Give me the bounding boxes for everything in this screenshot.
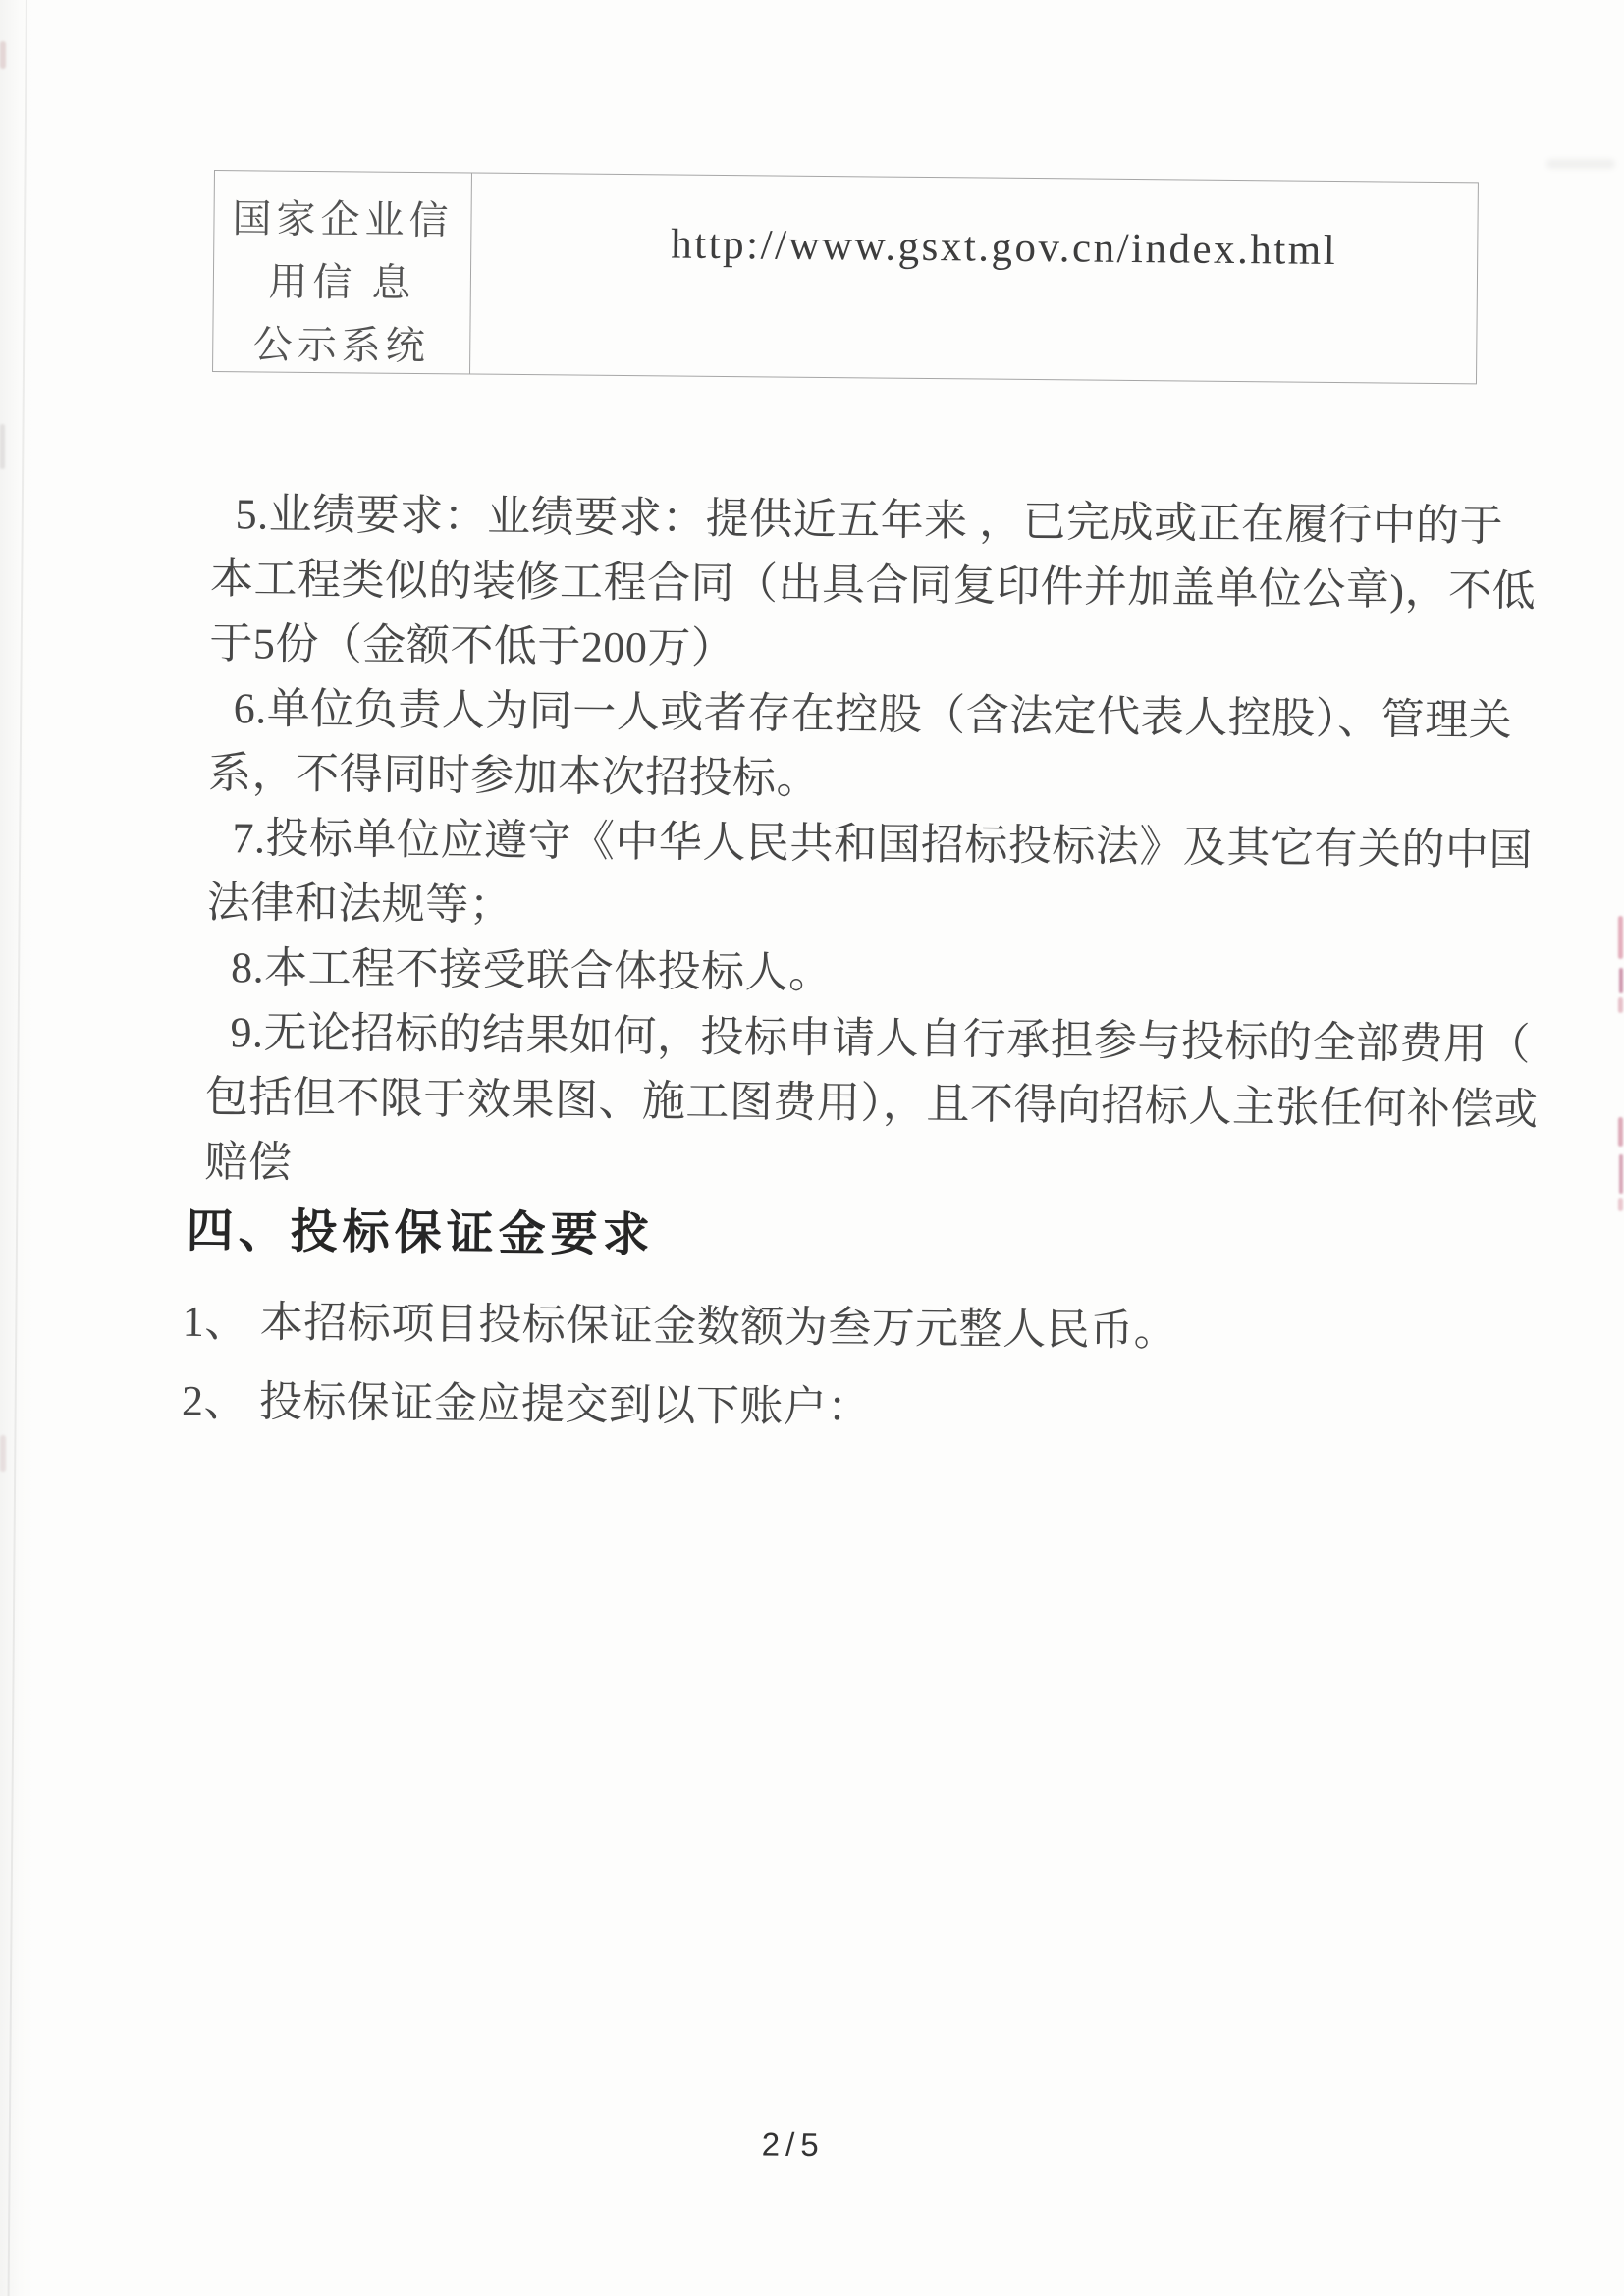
scan-bleed-mark — [1618, 916, 1623, 959]
info-table-label-line: 用信 息 — [268, 259, 416, 305]
info-table-label-cell — [213, 171, 472, 374]
paragraph-line: 9.无论招标的结果如何，投标申请人自行承担参与投标的全部费用（ — [230, 1008, 1532, 1069]
paragraph-line: 系，不得同时参加本次招投标。 — [207, 748, 821, 803]
paragraph-line: 法律和法规等； — [206, 878, 514, 930]
paragraph-line: 于5份（金额不低于200万） — [209, 618, 735, 673]
section-heading: 四、投标保证金要求 — [186, 1204, 655, 1262]
scan-bleed-mark — [1618, 1198, 1623, 1211]
list-item — [182, 1290, 1177, 1364]
page-number: 2/5 — [761, 2125, 825, 2163]
info-table-label-line: 国家企业信 — [232, 196, 454, 243]
scan-bleed-mark — [1618, 1117, 1623, 1147]
paragraph-line: 7.投标单位应遵守《中华人民共和国招标投标法》及其它有关的中国 — [232, 814, 1534, 875]
paragraph-line: 本工程类似的装修工程合同（出具合同复印件并加盖单位公章)，不低 — [209, 554, 1537, 615]
paragraph-line: 5.业绩要求：业绩要求：提供近五年来 ，已完成或正在履行中的于 — [235, 490, 1504, 551]
info-table-url-cell — [470, 174, 1478, 384]
paragraph-line: 包括但不限于效果图、施工图费用），且不得向招标人主张任何补偿或 — [204, 1072, 1539, 1134]
scan-bleed-mark — [1619, 968, 1623, 993]
paragraph-line: 赔偿 — [204, 1137, 293, 1187]
scan-bleed-mark — [1619, 1154, 1623, 1194]
scan-bleed-mark — [1618, 997, 1623, 1013]
info-table — [212, 170, 1479, 384]
list-item — [182, 1369, 872, 1441]
paragraph-line: 8.本工程不接受联合体投标人。 — [230, 943, 833, 998]
list-item-number: 2、 — [181, 1376, 248, 1426]
info-table-label-line: 公示系统 — [252, 322, 431, 369]
list-item-number: 1、 — [182, 1297, 248, 1347]
url-text: http://www.gsxt.gov.cn/index.html — [671, 221, 1338, 274]
list-item-text: 投标保证金应提交到以下账户： — [258, 1377, 872, 1432]
list-item-text: 本招标项目投标保证金数额为叁万元整人民币。 — [259, 1298, 1178, 1356]
paragraph-line: 6.单位负责人为同一人或者存在控股（含法定代表人控股）、管理关 — [233, 684, 1513, 745]
body-paragraphs — [204, 482, 1539, 1207]
